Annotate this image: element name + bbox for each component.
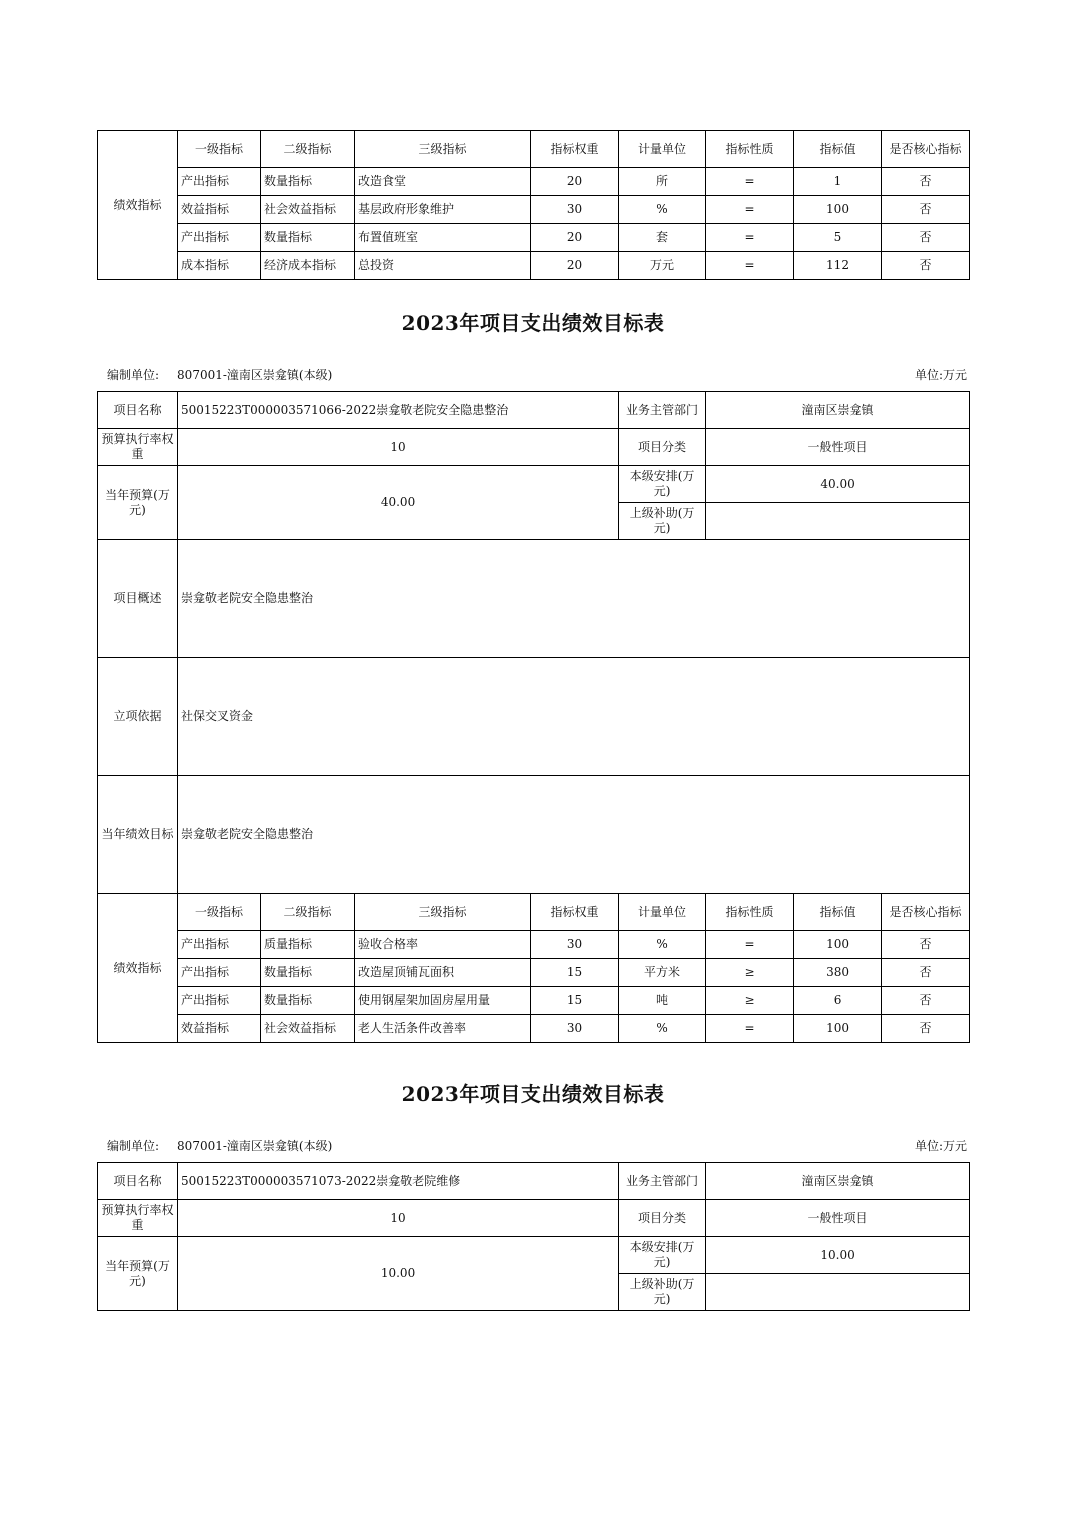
header-cell: 三级指标 — [355, 894, 531, 931]
cell: = — [706, 168, 794, 196]
upper-label: 上级补助(万元) — [619, 503, 706, 540]
page-title: 2023年项目支出绩效目标表 — [401, 311, 665, 335]
cell: 效益指标 — [178, 196, 261, 224]
cell: 社会效益指标 — [261, 196, 355, 224]
cell: ≥ — [706, 959, 794, 987]
cell: 产出指标 — [178, 931, 261, 959]
cell: 数量指标 — [261, 224, 355, 252]
header-cell: 指标性质 — [706, 894, 794, 931]
perf-label: 绩效指标 — [98, 131, 178, 280]
cell: 平方米 — [619, 959, 706, 987]
cell: 否 — [882, 196, 970, 224]
header-cell: 指标值 — [794, 894, 882, 931]
cell: % — [619, 931, 706, 959]
cell: 社会效益指标 — [261, 1015, 355, 1043]
cell: 总投资 — [355, 252, 531, 280]
cell: 产出指标 — [178, 168, 261, 196]
cell: 产出指标 — [178, 959, 261, 987]
unit-value: 807001-潼南区崇龛镇(本级) — [177, 1139, 333, 1153]
page-title: 2023年项目支出绩效目标表 — [401, 1082, 665, 1106]
table-row — [98, 1015, 970, 1043]
cell: 20 — [531, 168, 619, 196]
project-name-label: 项目名称 — [98, 392, 178, 429]
cell: 15 — [531, 987, 619, 1015]
basis-value: 社保交叉资金 — [178, 658, 970, 776]
header-cell: 指标性质 — [706, 131, 794, 168]
cell: 产出指标 — [178, 987, 261, 1015]
budget-label: 当年预算(万元) — [98, 466, 178, 540]
cell: 否 — [882, 959, 970, 987]
rate-label: 预算执行率权重 — [98, 1200, 178, 1237]
header-cell: 一级指标 — [178, 131, 261, 168]
rate-value: 10 — [178, 429, 619, 466]
table-row — [98, 931, 970, 959]
cell: 套 — [619, 224, 706, 252]
header-cell: 指标权重 — [531, 894, 619, 931]
category-label: 项目分类 — [619, 429, 706, 466]
project-name-label: 项目名称 — [98, 1163, 178, 1200]
header-cell: 计量单位 — [619, 894, 706, 931]
header-cell: 二级指标 — [261, 131, 355, 168]
cell: 30 — [531, 196, 619, 224]
cell: 所 — [619, 168, 706, 196]
cell: 改造食堂 — [355, 168, 531, 196]
category-label: 项目分类 — [619, 1200, 706, 1237]
cell: 吨 — [619, 987, 706, 1015]
header-cell: 是否核心指标 — [882, 894, 970, 931]
cell: 质量指标 — [261, 931, 355, 959]
cell: 100 — [794, 196, 882, 224]
overview-value: 崇龛敬老院安全隐患整治 — [178, 540, 970, 658]
cell: 100 — [794, 1015, 882, 1043]
header-cell: 指标权重 — [531, 131, 619, 168]
cell: 数量指标 — [261, 987, 355, 1015]
cell: 20 — [531, 224, 619, 252]
unit-label: 编制单位: — [107, 368, 160, 382]
dept-value: 潼南区崇龛镇 — [706, 1163, 970, 1200]
cell: = — [706, 1015, 794, 1043]
cell: 产出指标 — [178, 224, 261, 252]
cell: 6 — [794, 987, 882, 1015]
cell: = — [706, 931, 794, 959]
budget-value: 40.00 — [178, 466, 619, 540]
project-name: 50015223T000003571073-2022崇龛敬老院维修 — [178, 1163, 619, 1200]
local-label: 本级安排(万元) — [619, 1237, 706, 1274]
cell: 20 — [531, 252, 619, 280]
header-cell: 三级指标 — [355, 131, 531, 168]
header-cell: 指标值 — [794, 131, 882, 168]
perf-table-0 — [97, 130, 970, 280]
rate-value: 10 — [178, 1200, 619, 1237]
cell: ≥ — [706, 987, 794, 1015]
cell: % — [619, 196, 706, 224]
table-row — [98, 196, 970, 224]
local-label: 本级安排(万元) — [619, 466, 706, 503]
unit-label: 编制单位: — [107, 1139, 160, 1153]
table-row — [98, 987, 970, 1015]
category-value: 一般性项目 — [706, 1200, 970, 1237]
cell: 否 — [882, 987, 970, 1015]
local-value: 10.00 — [706, 1237, 970, 1274]
cell: 否 — [882, 1015, 970, 1043]
cell: 验收合格率 — [355, 931, 531, 959]
header-cell: 二级指标 — [261, 894, 355, 931]
cell: 老人生活条件改善率 — [355, 1015, 531, 1043]
table-row — [98, 252, 970, 280]
budget-label: 当年预算(万元) — [98, 1237, 178, 1311]
cell: 1 — [794, 168, 882, 196]
upper-value — [706, 503, 970, 540]
cell: 否 — [882, 224, 970, 252]
project-name: 50015223T000003571066-2022崇龛敬老院安全隐患整治 — [178, 392, 619, 429]
rate-label: 预算执行率权重 — [98, 429, 178, 466]
cell: 否 — [882, 252, 970, 280]
cell: = — [706, 196, 794, 224]
local-value: 40.00 — [706, 466, 970, 503]
perf-label: 绩效指标 — [98, 894, 178, 1043]
cell: 100 — [794, 931, 882, 959]
dept-value: 潼南区崇龛镇 — [706, 392, 970, 429]
header-cell: 计量单位 — [619, 131, 706, 168]
cell: 万元 — [619, 252, 706, 280]
cell: 数量指标 — [261, 168, 355, 196]
table-row — [98, 959, 970, 987]
cell: = — [706, 224, 794, 252]
basis-label: 立项依据 — [98, 658, 178, 776]
dept-label: 业务主管部门 — [619, 1163, 706, 1200]
cell: 使用钢屋架加固房屋用量 — [355, 987, 531, 1015]
cell: % — [619, 1015, 706, 1043]
cell: 5 — [794, 224, 882, 252]
cell: 基层政府形象维护 — [355, 196, 531, 224]
cell: 380 — [794, 959, 882, 987]
budget-value: 10.00 — [178, 1237, 619, 1311]
header-cell: 是否核心指标 — [882, 131, 970, 168]
cell: 成本指标 — [178, 252, 261, 280]
currency-label: 单位:万元 — [914, 1139, 967, 1153]
cell: 布置值班室 — [355, 224, 531, 252]
cell: 否 — [882, 931, 970, 959]
cell: 30 — [531, 931, 619, 959]
project-table-2 — [97, 1162, 970, 1311]
header-cell: 一级指标 — [178, 894, 261, 931]
cell: 15 — [531, 959, 619, 987]
table-row — [98, 168, 970, 196]
cell: 效益指标 — [178, 1015, 261, 1043]
project-table-1 — [97, 391, 970, 1043]
cell: 改造屋顶铺瓦面积 — [355, 959, 531, 987]
goal-value: 崇龛敬老院安全隐患整治 — [178, 776, 970, 894]
upper-label: 上级补助(万元) — [619, 1274, 706, 1311]
currency-label: 单位:万元 — [914, 368, 967, 382]
dept-label: 业务主管部门 — [619, 392, 706, 429]
goal-label: 当年绩效目标 — [98, 776, 178, 894]
cell: 112 — [794, 252, 882, 280]
cell: = — [706, 252, 794, 280]
cell: 否 — [882, 168, 970, 196]
unit-value: 807001-潼南区崇龛镇(本级) — [177, 368, 333, 382]
upper-value — [706, 1274, 970, 1311]
table-row — [98, 224, 970, 252]
category-value: 一般性项目 — [706, 429, 970, 466]
overview-label: 项目概述 — [98, 540, 178, 658]
cell: 经济成本指标 — [261, 252, 355, 280]
cell: 30 — [531, 1015, 619, 1043]
cell: 数量指标 — [261, 959, 355, 987]
